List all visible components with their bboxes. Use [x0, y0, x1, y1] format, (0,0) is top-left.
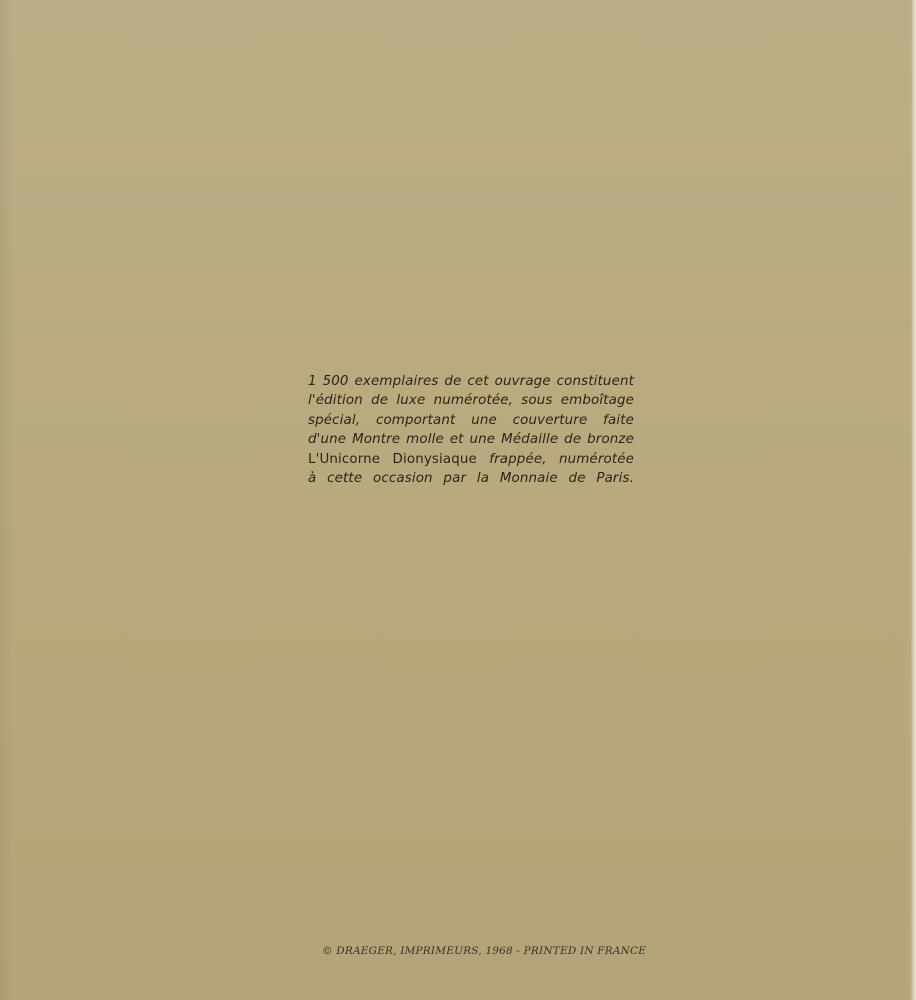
colophon-line-continuation: frappée, numérotée	[476, 451, 634, 467]
colophon-line: à cette occasion par la Monnaie de Paris.	[308, 471, 634, 487]
medal-name: L'Unicorne Dionysiaque	[308, 451, 477, 467]
printer-imprint: © DRAEGER, IMPRIMEURS, 1968 - PRINTED IN FRANCE	[322, 945, 647, 957]
colophon-text	[308, 372, 634, 488]
colophon-line: l'édition de luxe numérotée, sous emboîtage	[308, 393, 634, 409]
colophon-line: d'une Montre molle et une Médaille de bronze	[308, 432, 634, 448]
colophon-line	[308, 450, 634, 469]
page-edge	[910, 0, 916, 1000]
colophon-line: 1 500 exemplaires de cet ouvrage constituent	[308, 374, 634, 389]
colophon-line: spécial, comportant une couverture faite	[308, 412, 634, 428]
